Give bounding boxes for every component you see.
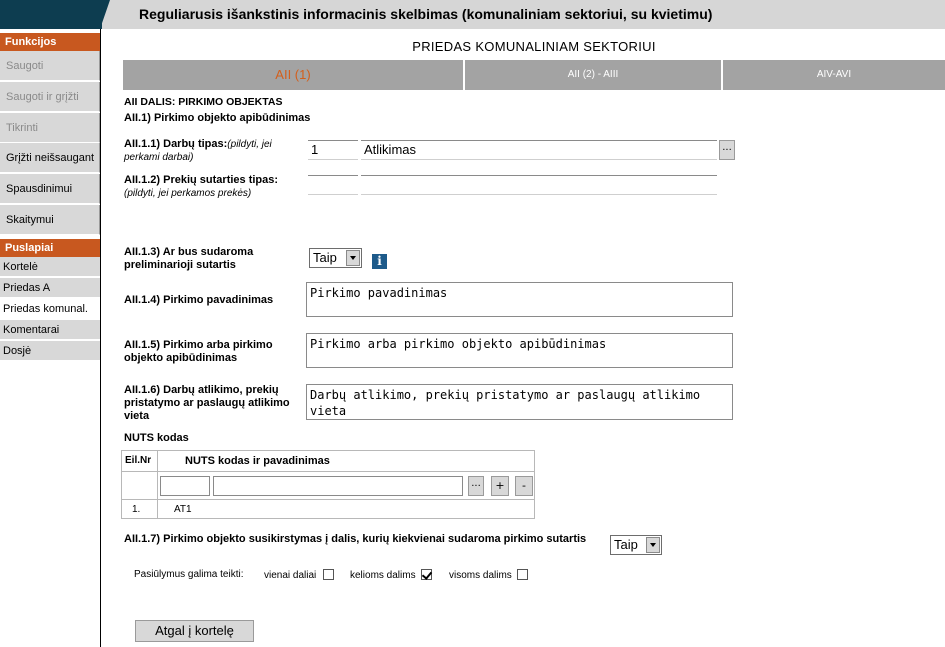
sidebar-item-kortele[interactable]: Kortelė bbox=[0, 257, 100, 277]
chevron-down-icon bbox=[646, 537, 660, 553]
works-type-browse-button[interactable]: ... bbox=[719, 140, 735, 160]
place-label: AII.1.6) Darbų atlikimo, prekių pristatymo ar paslaugų atlikimo vieta bbox=[124, 384, 290, 422]
chevron-down-icon bbox=[346, 250, 360, 266]
nuts-name-input[interactable] bbox=[213, 476, 463, 496]
purchase-name-label: AII.1.4) Pirkimo pavadinimas bbox=[124, 294, 274, 306]
option-all-lots-label: visoms dalims bbox=[449, 570, 512, 581]
back-to-card-button[interactable]: Atgal į kortelę bbox=[135, 620, 254, 642]
purchase-description-textarea[interactable]: Pirkimo arba pirkimo objekto apibūdinimas bbox=[306, 333, 733, 368]
lots-select-value: Taip bbox=[614, 537, 638, 552]
pages-header: Puslapiai bbox=[0, 239, 100, 257]
offers-label: Pasiūlymus galima teikti: bbox=[134, 569, 244, 580]
nuts-col-name-header: NUTS kodas ir pavadinimas bbox=[185, 455, 330, 467]
check-button[interactable]: Tikrinti bbox=[0, 113, 100, 143]
nuts-col-divider bbox=[157, 451, 158, 518]
preliminary-select-value: Taip bbox=[313, 250, 337, 265]
option-several-lots-checkbox[interactable] bbox=[421, 569, 432, 580]
works-type-code-input[interactable]: 1 bbox=[308, 140, 358, 160]
corner-triangle bbox=[100, 0, 110, 29]
nuts-browse-button[interactable]: ... bbox=[468, 476, 484, 496]
nuts-col-nr-header: Eil.Nr bbox=[125, 455, 152, 466]
section-title: AII DALIS: PIRKIMO OBJEKTAS bbox=[124, 96, 283, 108]
option-one-lot-checkbox[interactable] bbox=[323, 569, 334, 580]
corner-block bbox=[0, 0, 102, 29]
sidebar-item-priedas-komunal[interactable]: Priedas komunal. bbox=[0, 299, 100, 319]
purchase-description-label: AII.1.5) Pirkimo arba pirkimo objekto apibūdinimas bbox=[124, 339, 273, 364]
works-type-label-text: AII.1.1) Darbų tipas: bbox=[124, 138, 228, 150]
sidebar-item-komentarai[interactable]: Komentarai bbox=[0, 320, 100, 340]
nuts-remove-button[interactable]: - bbox=[515, 476, 533, 496]
lots-label: AII.1.7) Pirkimo objekto susikirstymas į dalis, kurių kiekvienai sudaroma pirkimo sutartis bbox=[124, 533, 587, 545]
save-and-return-button[interactable]: Saugoti ir grįžti bbox=[0, 82, 100, 112]
section-subtitle: PRIEDAS KOMUNALINIAM SEKTORIUI bbox=[412, 39, 656, 54]
goods-type-code-input[interactable] bbox=[308, 175, 358, 195]
tab-bar bbox=[123, 60, 945, 90]
subsection-title: AII.1) Pirkimo objekto apibūdinimas bbox=[124, 112, 311, 124]
purchase-name-textarea[interactable]: Pirkimo pavadinimas bbox=[306, 282, 733, 317]
save-button[interactable]: Saugoti bbox=[0, 51, 100, 81]
sidebar-item-dosje[interactable]: Dosjė bbox=[0, 341, 100, 361]
nuts-add-button[interactable]: + bbox=[491, 476, 509, 496]
goods-type-label-text: AII.1.2) Prekių sutarties tipas: bbox=[124, 174, 279, 186]
print-button[interactable]: Spausdinimui bbox=[0, 174, 100, 204]
nuts-label: NUTS kodas bbox=[124, 432, 189, 444]
option-one-lot-label: vienai daliai bbox=[264, 570, 317, 581]
preliminary-select[interactable] bbox=[309, 248, 362, 268]
works-type-name-input[interactable]: Atlikimas bbox=[361, 140, 717, 160]
return-without-saving-button[interactable]: Grįžti neišsaugant bbox=[0, 143, 100, 173]
tab-aiv-avi[interactable]: AIV-AVI bbox=[723, 60, 945, 90]
option-several-lots-label: kelioms dalims bbox=[350, 570, 416, 581]
lots-select[interactable] bbox=[610, 535, 662, 555]
info-icon[interactable]: i bbox=[372, 254, 387, 269]
tab-aii-2-aiii[interactable]: AII (2) - AIII bbox=[465, 60, 721, 90]
place-textarea[interactable]: Darbų atlikimo, prekių pristatymo ar paslaugų atlikimo vieta bbox=[306, 384, 733, 420]
preliminary-label: AII.1.3) Ar bus sudaroma preliminarioji sutartis bbox=[124, 246, 254, 271]
nuts-code-input[interactable] bbox=[160, 476, 210, 496]
nuts-row-nr: 1. bbox=[132, 504, 141, 515]
works-type-hint: (pildyti, jei perkami darbai) bbox=[124, 139, 272, 163]
nuts-row-divider bbox=[122, 499, 534, 500]
goods-type-name-input[interactable] bbox=[361, 175, 717, 195]
option-all-lots-checkbox[interactable] bbox=[517, 569, 528, 580]
nuts-row-code: AT1 bbox=[174, 504, 192, 515]
sidebar-item-priedas-a[interactable]: Priedas A bbox=[0, 278, 100, 298]
goods-type-hint: (pildyti, jei perkamos prekės) bbox=[124, 188, 252, 199]
functions-header: Funkcijos bbox=[0, 33, 100, 51]
page-title: Reguliarusis išankstinis informacinis skelbimas (komunaliniam sektoriui, su kvietimu) bbox=[139, 6, 713, 22]
nuts-table bbox=[121, 450, 535, 519]
read-only-button[interactable]: Skaitymui bbox=[0, 205, 100, 235]
goods-type-label bbox=[124, 174, 309, 200]
tab-aii-1[interactable]: AII (1) bbox=[123, 60, 463, 90]
works-type-label bbox=[124, 138, 304, 164]
sidebar bbox=[0, 29, 101, 647]
